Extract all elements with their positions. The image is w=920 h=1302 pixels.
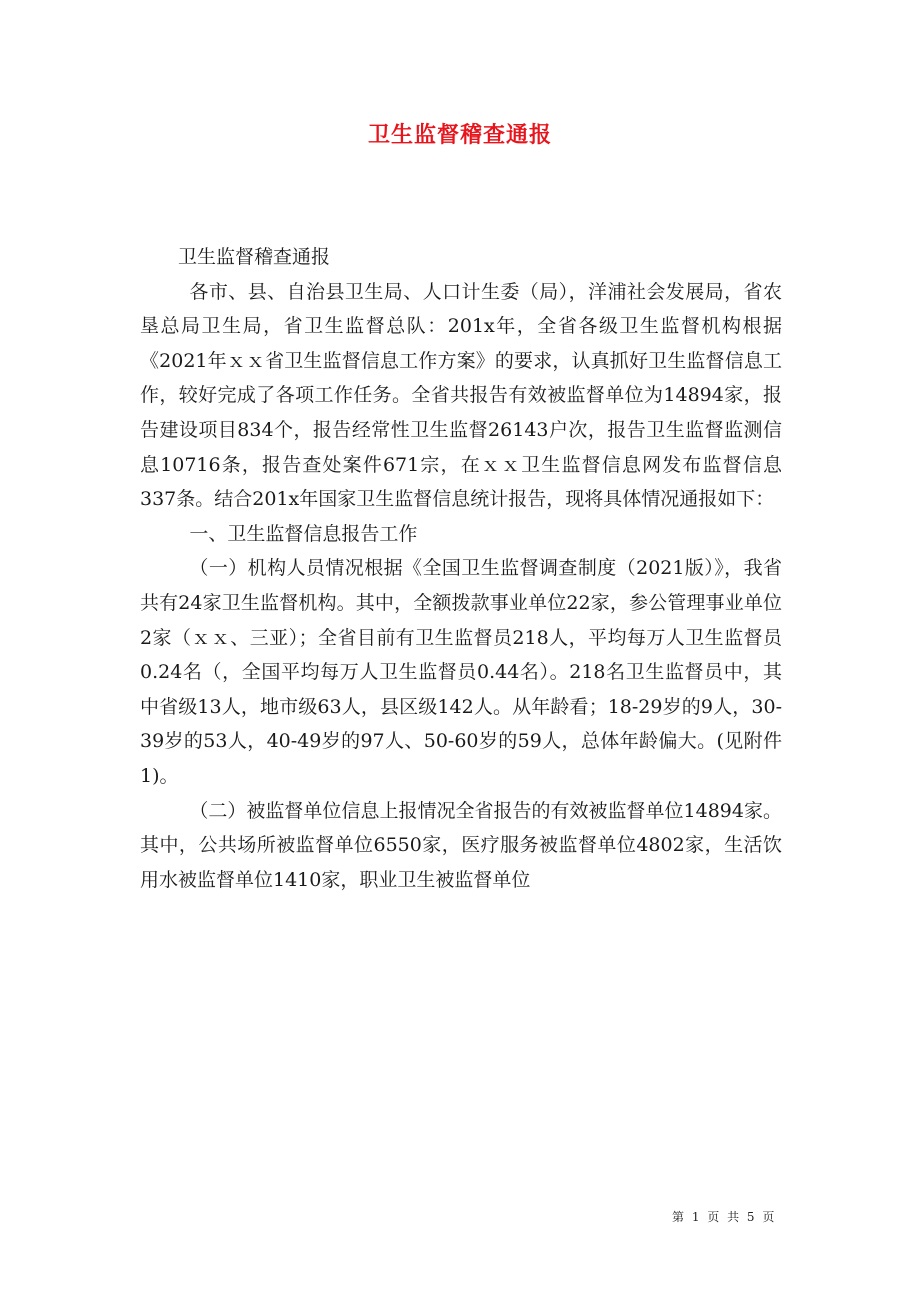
document-title: 卫生监督稽查通报 xyxy=(367,122,552,148)
page-number: 第 1 页 共 5 页 xyxy=(672,1210,777,1224)
body-paragraph: （二）被监督单位信息上报情况全省报告的有效被监督单位14894家。其中，公共场所被监督单位6550家，医疗服务被监督单位4802家，生活饮用水被监督单位1410家，职业卫生被监督单位 xyxy=(140,799,782,891)
body-paragraph: （一）机构人员情况根据《全国卫生监督调查制度（2021版）》，我省共有24家卫生监督机构。其中，全额拨款事业单位22家，参公管理事业单位2家（ｘｘ、三亚）；全省目前有卫生监督员218人，平均每万人卫生监督员0.24名（，全国平均每万人卫生监督员0.44名）。218名卫生监督员中，其中省级13人，地市级63人，县区级142人。从年龄看；18-29岁的9人，30-39岁的53人，40-49岁的97人、50-60岁的59人，总体年龄偏大。(见附件1)。 xyxy=(140,557,782,787)
body-paragraph: 各市、县、自治县卫生局、人口计生委（局），洋浦社会发展局，省农垦总局卫生局，省卫生监督总队：201x年，全省各级卫生监督机构根据《2021年ｘｘ省卫生监督信息工作方案》的要求，认真抓好卫生监督信息工作，较好完成了各项工作任务。全省共报告有效被监督单位为14894家，报告建设项目834个，报告经常性卫生监督26143户次，报告卫生监督监测信息10716条，报告查处案件671宗，在ｘｘ卫生监督信息网发布监督信息337条。结合201x年国家卫生监督信息统计报告，现将具体情况通报如下： xyxy=(140,280,782,511)
body-heading: 卫生监督稽查通报 xyxy=(178,246,331,268)
document-body xyxy=(140,240,782,897)
section-heading: 一、卫生监督信息报告工作 xyxy=(189,522,418,545)
